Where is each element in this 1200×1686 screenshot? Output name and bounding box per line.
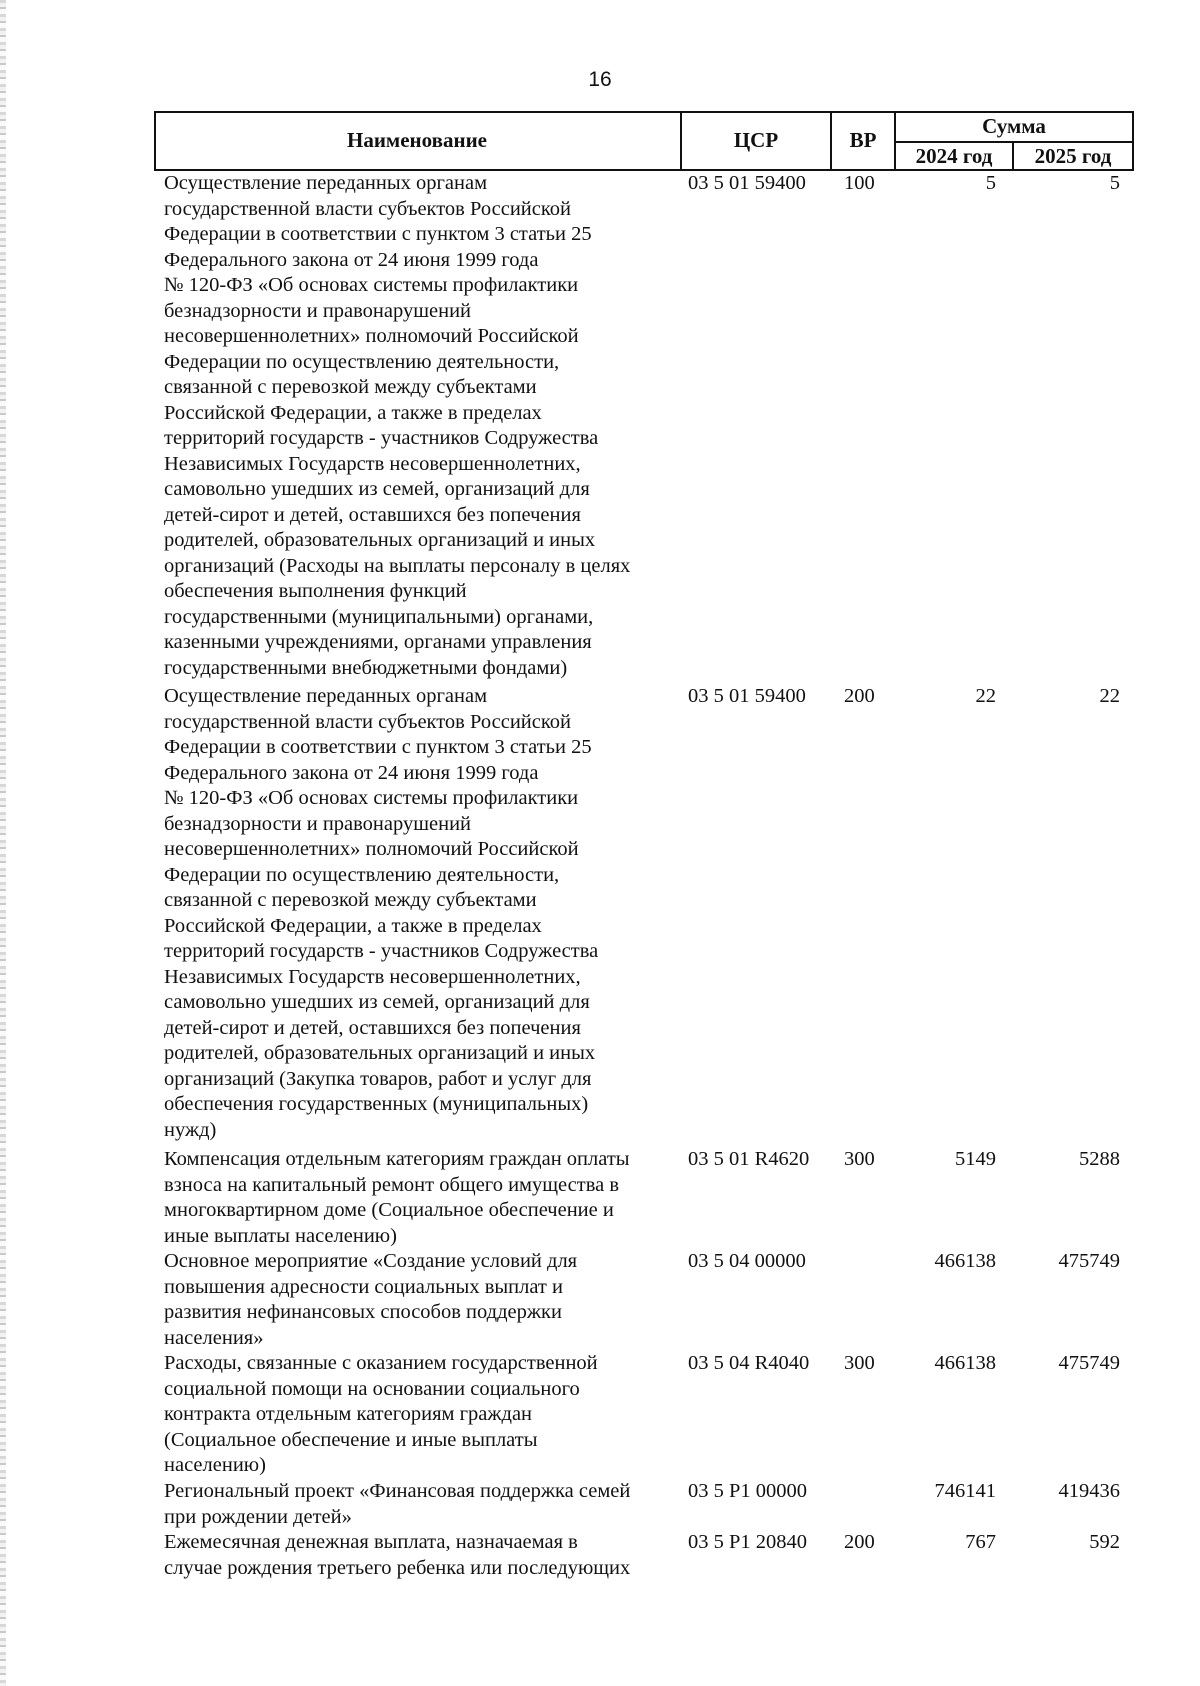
row-vr: 300: [844, 1148, 875, 1170]
row-amount-2024: 466138: [934, 1352, 996, 1374]
row-name: Компенсация отдельным категориям граждан оплаты взноса на капитальный ремонт общего имущества в многоквартирном доме (Социальное обеспечение и иные выплаты населению): [164, 1148, 630, 1247]
row-amount-2024: 746141: [934, 1480, 996, 1502]
table-header: [154, 111, 1134, 171]
row-csr: 03 5 01 R4620: [688, 1148, 810, 1170]
row-amount-2024: 22: [975, 685, 996, 707]
header-sum: Сумма: [982, 114, 1046, 138]
row-csr: 03 5 P1 00000: [688, 1480, 808, 1502]
row-amount-2024: 5149: [955, 1148, 996, 1170]
row-name: Осуществление переданных органам государственной власти субъектов Российской Федерации в соответствии с пунктом 3 статьи 25 Федерального закона от 24 июня 1999 года № 120-ФЗ «Об основах системы профилактики безнадзорности и правонарушений несовершеннолетних» полномочий Российской Федерации по осуществлению деятельности, связанной с перевозкой между субъектами Российской Федерации, а также в пределах территорий государств - участников Содружества Независимых Государств несовершеннолетних, самовольно ушедших из семей, организаций для детей-сирот и детей, оставшихся без попечения родителей, образовательных организаций и иных организаций (Закупка товаров, работ и услуг для обеспечения государственных (муниципальных) нужд): [164, 685, 599, 1141]
row-amount-2025: 419436: [1058, 1480, 1120, 1502]
row-vr: 100: [844, 172, 875, 194]
row-csr: 03 5 01 59400: [688, 172, 806, 194]
row-name: Расходы, связанные с оказанием государственной социальной помощи на основании социального контракта отдельным категориям граждан (Социальное обеспечение и иные выплаты населению): [164, 1352, 598, 1476]
row-amount-2025: 5: [1109, 172, 1120, 194]
row-amount-2024: 466138: [934, 1250, 996, 1272]
header-name: Наименование: [347, 128, 487, 152]
header-vr: ВР: [849, 128, 877, 152]
row-csr: 03 5 04 R4040: [688, 1352, 810, 1374]
row-csr: 03 5 01 59400: [688, 685, 806, 707]
page-number: 16: [588, 68, 612, 91]
row-amount-2025: 5288: [1079, 1148, 1120, 1170]
row-csr: 03 5 P1 20840: [688, 1531, 808, 1553]
row-amount-2024: 767: [965, 1531, 996, 1553]
row-name: Ежемесячная денежная выплата, назначаемая в случае рождения третьего ребенка или последующих: [164, 1531, 631, 1579]
scan-edge: [0, 0, 6, 1686]
row-vr: 200: [844, 685, 875, 707]
row-name: Основное мероприятие «Создание условий для повышения адресности социальных выплат и развития нефинансовых способов поддержки населения»: [164, 1250, 578, 1349]
header-csr: ЦСР: [733, 128, 779, 152]
row-amount-2025: 475749: [1058, 1352, 1120, 1374]
row-amount-2025: 22: [1099, 685, 1120, 707]
header-year-2025: 2025 год: [1034, 144, 1112, 168]
row-vr: 300: [844, 1352, 875, 1374]
header-sum-divider: [894, 141, 1134, 143]
row-name: Региональный проект «Финансовая поддержка семей при рождении детей»: [164, 1480, 631, 1528]
row-amount-2024: 5: [985, 172, 996, 194]
row-csr: 03 5 04 00000: [688, 1250, 806, 1272]
header-year-2024: 2024 год: [915, 144, 993, 168]
header-top-border: [154, 111, 1134, 113]
row-amount-2025: 592: [1089, 1531, 1120, 1553]
row-name: Осуществление переданных органам государственной власти субъектов Российской Федерации в соответствии с пунктом 3 статьи 25 Федерального закона от 24 июня 1999 года № 120-ФЗ «Об основах системы профилактики безнадзорности и правонарушений несовершеннолетних» полномочий Российской Федерации по осуществлению деятельности, связанной с перевозкой между субъектами Российской Федерации, а также в пределах территорий государств - участников Содружества Независимых Государств несовершеннолетних, самовольно ушедших из семей, организаций для детей-сирот и детей, оставшихся без попечения родителей, образовательных организаций и иных организаций (Расходы на выплаты персоналу в целях обеспечения выполнения функций государственными (муниципальными) органами, казенными учреждениями, органами управления государственными внебюджетными фондами): [164, 172, 631, 679]
row-amount-2025: 475749: [1058, 1250, 1120, 1272]
row-vr: 200: [844, 1531, 875, 1553]
